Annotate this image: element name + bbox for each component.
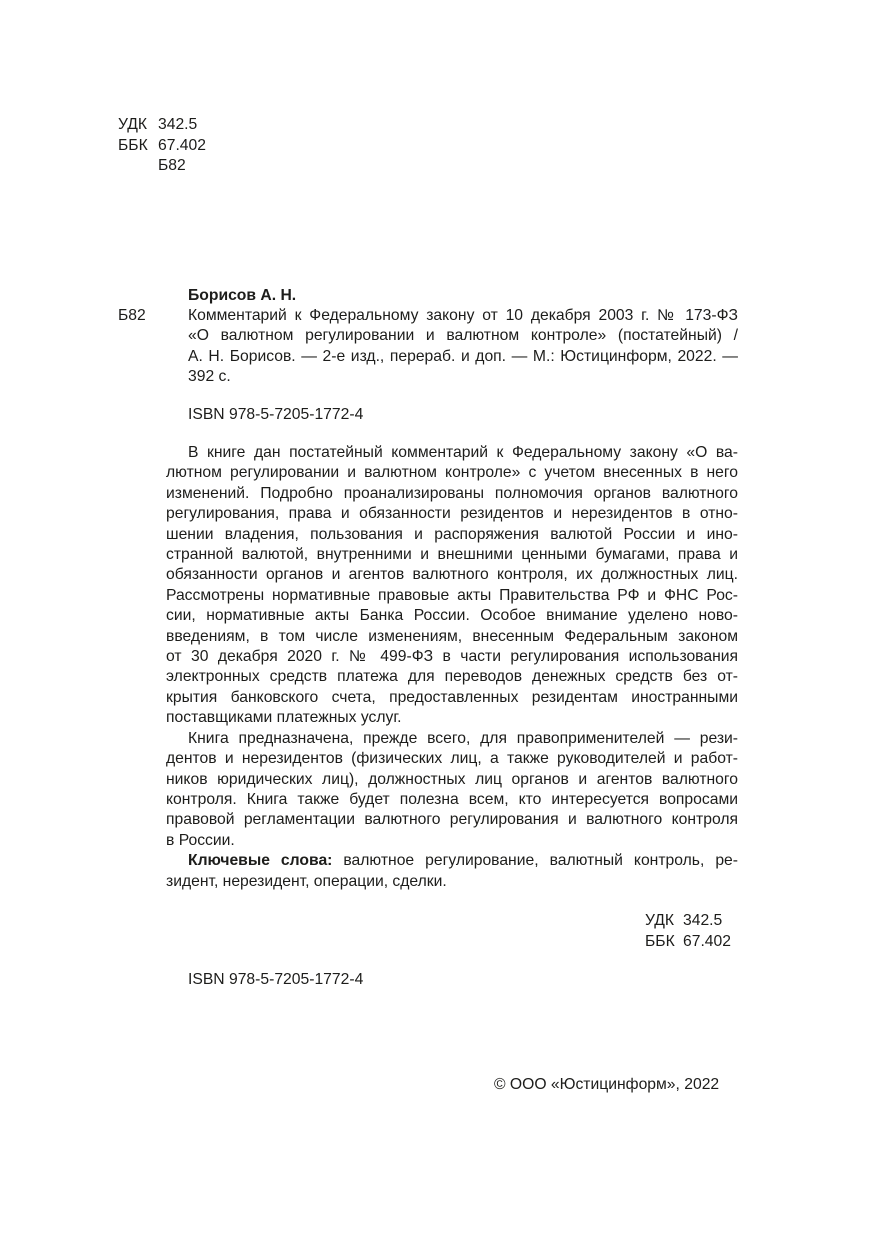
isbn-bottom: ISBN 978-5-7205-1772-4	[188, 971, 364, 988]
bbk-label: ББК	[118, 136, 148, 154]
annotation-line: регулирования, права и обязанности резидентов и нерезидентов в отно-	[166, 505, 738, 523]
bbk-row	[118, 136, 206, 157]
bib-line: А. Н. Борисов. — 2-е изд., перераб. и доп. — М.: Юстицинформ, 2022. —	[188, 347, 738, 365]
udk-row	[645, 911, 731, 932]
bib-line: Комментарий к Федеральному закону от 10 декабря 2003 г. № 173-ФЗ	[188, 307, 738, 324]
bbk-row	[645, 932, 731, 953]
annotation-line: от 30 декабря 2020 г. № 499-ФЗ в части регулирования использования	[166, 648, 738, 666]
annotation-line: поставщиками платежных услуг.	[166, 709, 402, 727]
annotation-line: странной валютой, внутренними и внешними ценными бумагами, права и	[166, 546, 738, 564]
annotation-line: ников юридических лиц), должностных лиц органов и агентов валютного	[166, 770, 738, 788]
annotation-line: шении владения, пользования и распоряжения валютой России и ино-	[166, 525, 738, 543]
bbk-value: 67.402	[683, 932, 731, 950]
author-mark: Б82	[158, 157, 186, 175]
bbk-value: 67.402	[158, 136, 206, 154]
annotation-line: в России.	[166, 831, 235, 849]
bibliographic-description	[188, 306, 738, 388]
annotation-line: крытия банковского счета, предоставленных резидентам иностранными	[166, 688, 738, 706]
annotation-line: электронных средств платежа для переводов денежных средств без от-	[166, 668, 738, 686]
keywords-label: Ключевые слова:	[188, 852, 333, 870]
bbk-label: ББК	[645, 932, 675, 950]
annotation	[166, 443, 738, 892]
udk-label: УДК	[645, 912, 675, 929]
keywords-line: зидент, нерезидент, операции, сделки.	[166, 872, 447, 890]
bib-line: 392 с.	[188, 368, 231, 386]
isbn-top: ISBN 978-5-7205-1772-4	[188, 406, 364, 423]
author-mark-row	[118, 156, 206, 177]
udk-value: 342.5	[683, 912, 723, 929]
annotation-line: В книге дан постатейный комментарий к Федеральному закону «О ва-	[188, 444, 738, 461]
annotation-line: дентов и нерезидентов (физических лиц, а также руководителей и работ-	[166, 750, 738, 768]
annotation-line: правовой регламентации валютного регулирования и валютного контроля	[166, 811, 738, 829]
classification-codes-bottom	[645, 911, 731, 952]
annotation-line: введениям, в том числе изменениям, внесенным Федеральным законом	[166, 627, 738, 645]
annotation-line: контроля. Книга также будет полезна всем, кто интересуется вопросами	[166, 790, 738, 808]
copyright-notice: © ООО «Юстицинформ», 2022	[494, 1076, 720, 1093]
udk-row	[118, 115, 206, 136]
udk-label: УДК	[118, 116, 148, 133]
keywords-text: валютное регулирование, валютный контроль, ре-	[332, 852, 738, 870]
author-name: Борисов А. Н.	[188, 287, 297, 304]
annotation-line: Рассмотрены нормативные правовые акты Правительства РФ и ФНС Рос-	[166, 586, 738, 604]
annotation-line: изменений. Подробно проанализированы полномочия органов валютного	[166, 484, 738, 502]
cutter-mark: Б82	[118, 307, 146, 324]
annotation-line: сии, нормативные акты Банка России. Особое внимание уделено ново-	[166, 607, 738, 625]
annotation-line: лютном регулировании и валютном контроле» с учетом внесенных в него	[166, 464, 738, 482]
annotation-line: обязанности органов и агентов валютного контроля, их должностных лиц.	[166, 566, 738, 584]
bib-line: «О валютном регулировании и валютном контроле» (постатейный) /	[188, 327, 738, 345]
classification-codes-top	[118, 115, 206, 177]
annotation-line: Книга предназначена, прежде всего, для правоприменителей — рези-	[188, 729, 738, 747]
udk-value: 342.5	[158, 116, 198, 133]
keywords-line	[166, 851, 738, 871]
